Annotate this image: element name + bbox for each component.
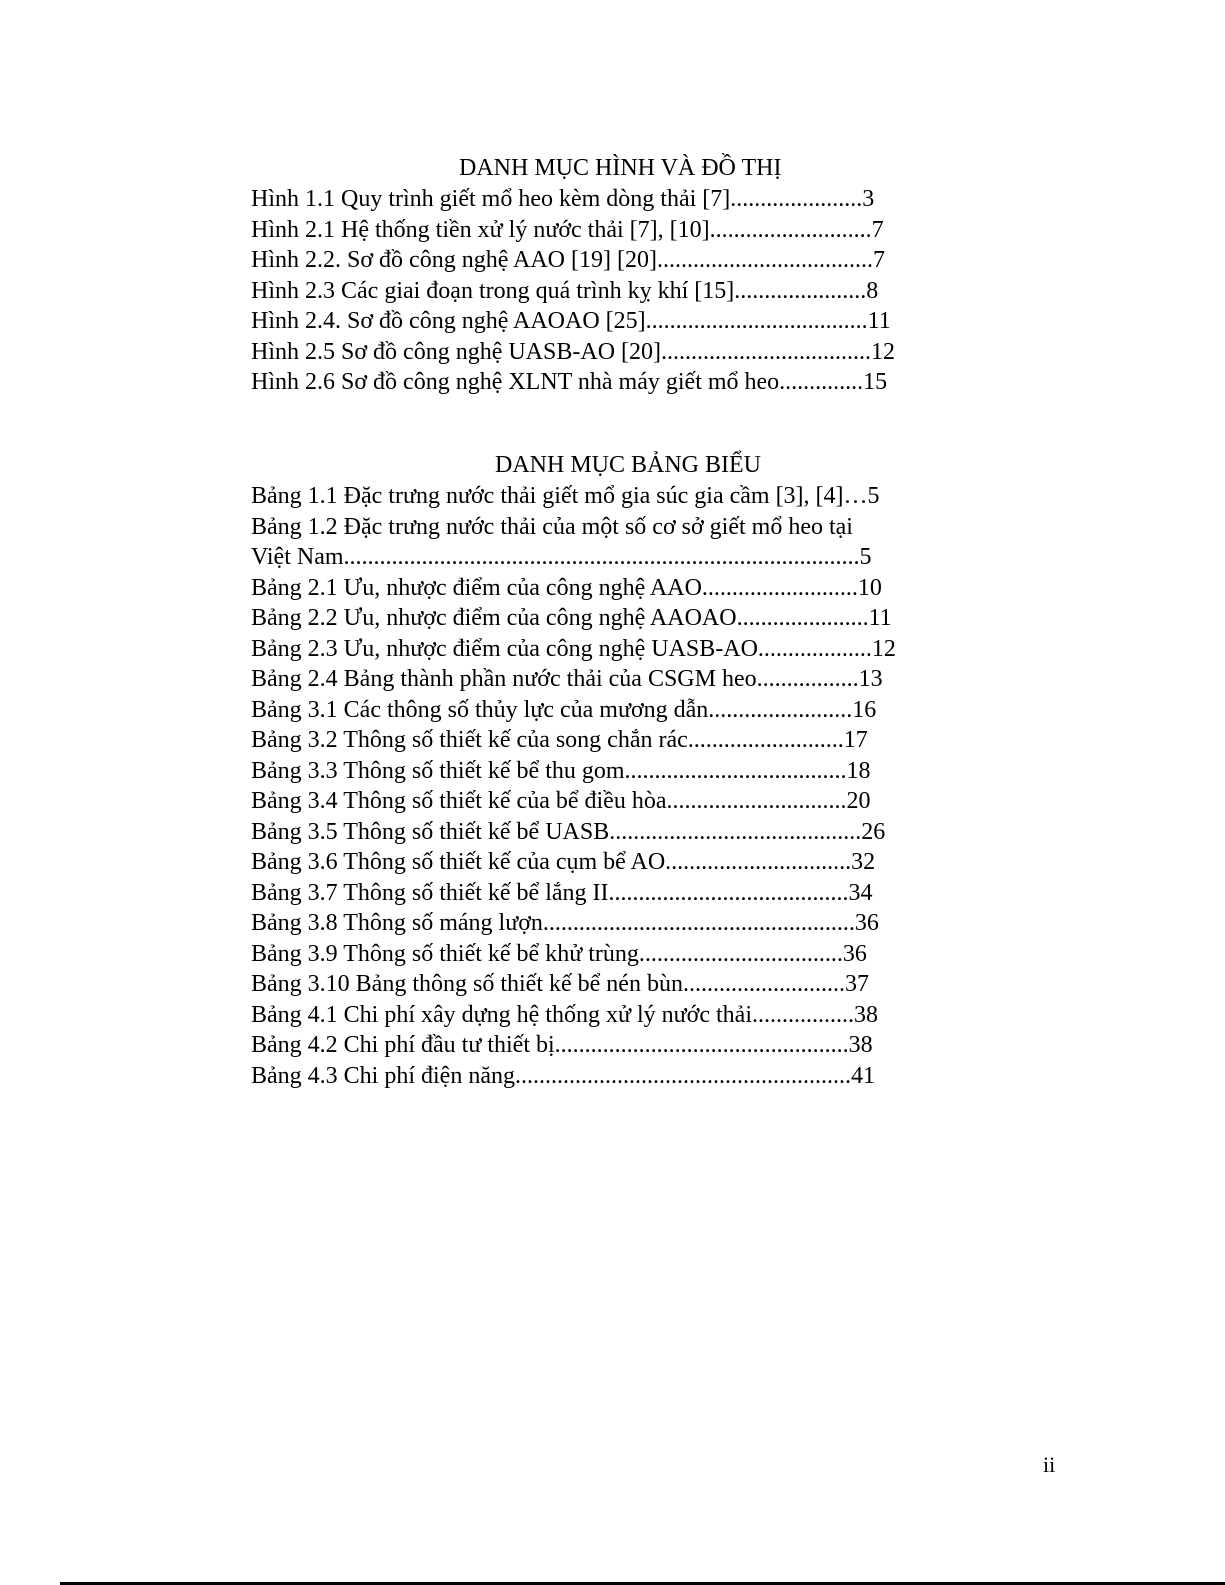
figure-entry: Hình 2.2. Sơ đồ công nghệ AAO [19] [20]....................................7 [251, 247, 885, 273]
table-entry: Bảng 2.3 Ưu, nhược điểm của công nghệ UASB-AO...................12 [251, 635, 896, 662]
table-entry-line: Bảng 1.2 Đặc trưng nước thải của một số cơ sở giết mổ heo tại [251, 513, 853, 540]
table-entry: Bảng 2.1 Ưu, nhược điểm của công nghệ AAO..........................10 [251, 574, 882, 601]
figure-entry: Hình 2.5 Sơ đồ công nghệ UASB-AO [20]...................................12 [251, 338, 896, 365]
table-entry: Bảng 4.3 Chi phí điện năng........................................................41 [251, 1062, 875, 1089]
table-entry: Bảng 3.6 Thông số thiết kế của cụm bể AO...............................32 [251, 849, 876, 875]
figure-entry: Hình 1.1 Quy trình giết mổ heo kèm dòng thải [7]......................3 [251, 186, 875, 212]
page-number: ii [1043, 1452, 1056, 1477]
table-entry: Bảng 2.2 Ưu, nhược điểm của công nghệ AAOAO......................11 [251, 605, 892, 631]
table-entry: Bảng 4.2 Chi phí đầu tư thiết bị.................................................38 [251, 1032, 873, 1058]
table-entry: Bảng 1.1 Đặc trưng nước thải giết mổ gia súc gia cầm [3], [4]…5 [251, 483, 880, 509]
table-entry: Bảng 3.8 Thông số máng lượn....................................................36 [251, 910, 879, 936]
table-entry: Bảng 3.10 Bảng thông số thiết kế bể nén bùn...........................37 [251, 971, 869, 997]
table-entry: Bảng 3.7 Thông số thiết kế bể lắng II........................................34 [251, 879, 873, 906]
figure-entry: Hình 2.4. Sơ đồ công nghệ AAOAO [25].....................................11 [251, 308, 891, 334]
figure-entry: Hình 2.3 Các giai đoạn trong quá trình kỵ khí [15]......................8 [251, 277, 879, 304]
table-entry: Bảng 3.4 Thông số thiết kế của bể điều hòa..............................20 [251, 788, 871, 814]
list-of-tables [251, 449, 1011, 1091]
list-of-figures [251, 152, 1011, 398]
table-entry: Bảng 3.2 Thông số thiết kế của song chắn rác..........................17 [251, 727, 868, 753]
table-entry: Bảng 3.5 Thông số thiết kế bể UASB..........................................26 [251, 818, 886, 845]
table-entry: Bảng 3.3 Thông số thiết kế bể thu gom.....................................18 [251, 757, 871, 784]
table-entry: Bảng 3.9 Thông số thiết kế bể khử trùng..................................36 [251, 940, 867, 967]
figure-entry: Hình 2.1 Hệ thống tiền xử lý nước thải [7], [10]...........................7 [251, 216, 884, 243]
list-of-figures-heading: DANH MỤC HÌNH VÀ ĐỒ THỊ [459, 155, 782, 181]
table-entry: Bảng 3.1 Các thông số thủy lực của mương dẫn........................16 [251, 696, 877, 723]
table-entry-line: Việt Nam......................................................................................5 [251, 544, 872, 570]
figure-entry: Hình 2.6 Sơ đồ công nghệ XLNT nhà máy giết mổ heo..............15 [251, 369, 888, 395]
table-entry: Bảng 4.1 Chi phí xây dựng hệ thống xử lý nước thải.................38 [251, 1001, 878, 1028]
list-of-tables-heading: DANH MỤC BẢNG BIỂU [495, 452, 762, 478]
table-entry: Bảng 2.4 Bảng thành phần nước thải của CSGM heo.................13 [251, 666, 883, 692]
